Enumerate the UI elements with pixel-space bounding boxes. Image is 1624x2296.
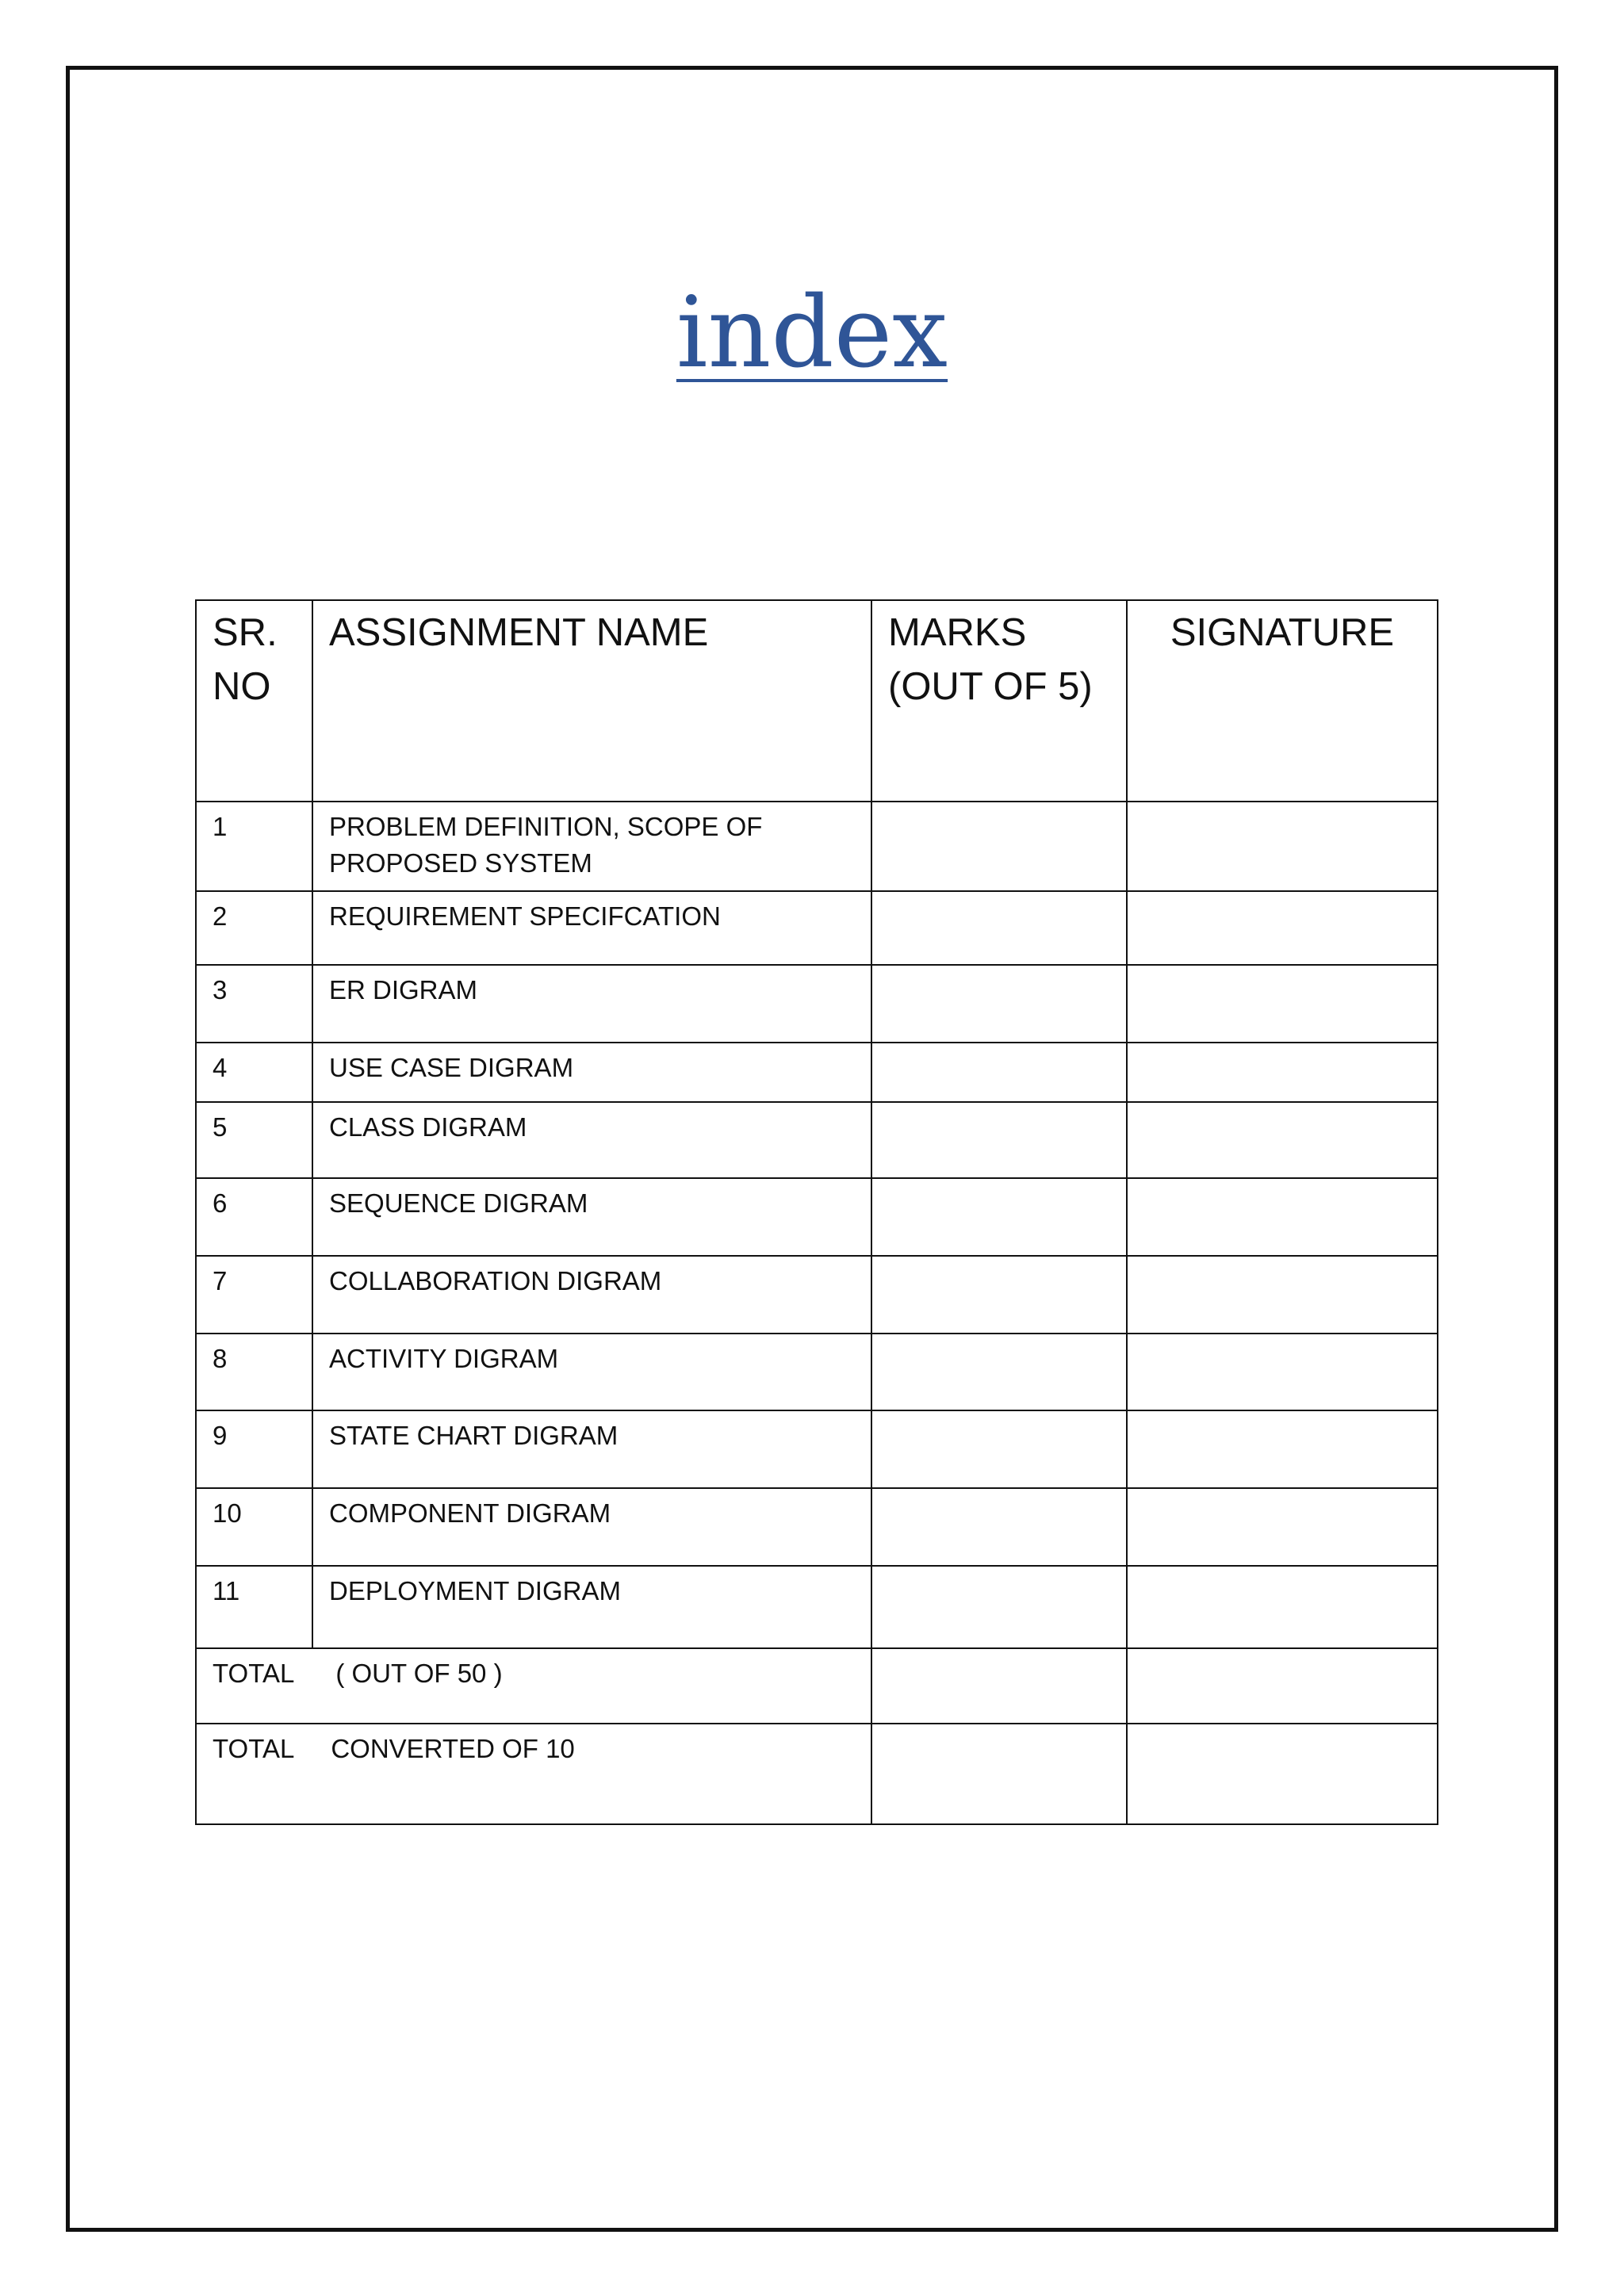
- marks-cell[interactable]: [871, 965, 1127, 1043]
- marks-cell[interactable]: [871, 1334, 1127, 1410]
- total-converted-row: [196, 1724, 1438, 1824]
- assignment-cell: REQUIREMENT SPECIFCATION: [312, 891, 871, 965]
- table-row: [196, 1334, 1438, 1410]
- table-row: [196, 891, 1438, 965]
- signature-cell[interactable]: [1127, 1043, 1438, 1102]
- header-marks: [871, 600, 1127, 802]
- signature-cell[interactable]: [1127, 1102, 1438, 1178]
- assignment-cell: CLASS DIGRAM: [312, 1102, 871, 1178]
- table-row: [196, 802, 1438, 891]
- total-signature-cell[interactable]: [1127, 1648, 1438, 1724]
- marks-cell[interactable]: [871, 1410, 1127, 1488]
- assignment-cell: ACTIVITY DIGRAM: [312, 1334, 871, 1410]
- sr-cell: 4: [196, 1043, 312, 1102]
- table-row: [196, 1566, 1438, 1648]
- marks-cell[interactable]: [871, 1043, 1127, 1102]
- assignment-cell: ER DIGRAM: [312, 965, 871, 1043]
- table-row: [196, 1102, 1438, 1178]
- header-signature: [1127, 600, 1438, 802]
- total-detail: ( OUT OF 50 ): [335, 1659, 503, 1688]
- header-sr-no-line2: NO: [213, 665, 271, 708]
- table-row: [196, 1488, 1438, 1566]
- assignment-cell: COLLABORATION DIGRAM: [312, 1256, 871, 1334]
- table-row: [196, 1410, 1438, 1488]
- marks-cell[interactable]: [871, 802, 1127, 891]
- assignment-cell: STATE CHART DIGRAM: [312, 1410, 871, 1488]
- page-title-text: index: [676, 276, 948, 390]
- header-marks-line2: (OUT OF 5): [888, 665, 1093, 708]
- assignment-cell: DEPLOYMENT DIGRAM: [312, 1566, 871, 1648]
- page-title: [0, 274, 1624, 392]
- marks-cell[interactable]: [871, 1566, 1127, 1648]
- table-row: [196, 1256, 1438, 1334]
- signature-cell[interactable]: [1127, 1256, 1438, 1334]
- marks-cell[interactable]: [871, 1256, 1127, 1334]
- table-row: [196, 1043, 1438, 1102]
- sr-cell: 9: [196, 1410, 312, 1488]
- signature-cell[interactable]: [1127, 1488, 1438, 1566]
- table-row: [196, 965, 1438, 1043]
- total-row: [196, 1648, 1438, 1724]
- header-sr-no: [196, 600, 312, 802]
- index-table: [195, 599, 1438, 1825]
- total-converted-detail: CONVERTED OF 10: [331, 1734, 575, 1763]
- table-row: [196, 1178, 1438, 1256]
- header-assignment-name-text: ASSIGNMENT NAME: [329, 611, 709, 654]
- sr-cell: 5: [196, 1102, 312, 1178]
- marks-cell[interactable]: [871, 1488, 1127, 1566]
- total-converted-label: TOTAL: [213, 1734, 295, 1763]
- assignment-cell: USE CASE DIGRAM: [312, 1043, 871, 1102]
- sr-cell: 6: [196, 1178, 312, 1256]
- total-label-cell: [196, 1648, 871, 1724]
- sr-cell: 7: [196, 1256, 312, 1334]
- header-signature-text: SIGNATURE: [1170, 611, 1395, 654]
- header-marks-line1: MARKS: [888, 611, 1027, 654]
- assignment-cell: [312, 802, 871, 891]
- signature-cell[interactable]: [1127, 802, 1438, 891]
- total-converted-signature-cell[interactable]: [1127, 1724, 1438, 1824]
- signature-cell[interactable]: [1127, 1334, 1438, 1410]
- assignment-name-line1: PROBLEM DEFINITION, SCOPE OF: [329, 812, 763, 841]
- sr-cell: 10: [196, 1488, 312, 1566]
- total-converted-marks-cell[interactable]: [871, 1724, 1127, 1824]
- total-converted-label-cell: [196, 1724, 871, 1824]
- total-label: TOTAL: [213, 1659, 295, 1688]
- assignment-name-line2: PROPOSED SYSTEM: [329, 848, 592, 878]
- sr-cell: 8: [196, 1334, 312, 1410]
- signature-cell[interactable]: [1127, 965, 1438, 1043]
- sr-cell: 3: [196, 965, 312, 1043]
- marks-cell[interactable]: [871, 1102, 1127, 1178]
- header-assignment-name: [312, 600, 871, 802]
- sr-cell: 2: [196, 891, 312, 965]
- marks-cell[interactable]: [871, 1178, 1127, 1256]
- signature-cell[interactable]: [1127, 1410, 1438, 1488]
- signature-cell[interactable]: [1127, 1566, 1438, 1648]
- assignment-cell: SEQUENCE DIGRAM: [312, 1178, 871, 1256]
- table-header-row: [196, 600, 1438, 802]
- sr-cell: 1: [196, 802, 312, 891]
- total-marks-cell[interactable]: [871, 1648, 1127, 1724]
- signature-cell[interactable]: [1127, 891, 1438, 965]
- sr-cell: 11: [196, 1566, 312, 1648]
- assignment-cell: COMPONENT DIGRAM: [312, 1488, 871, 1566]
- header-sr-no-line1: SR.: [213, 611, 278, 654]
- marks-cell[interactable]: [871, 891, 1127, 965]
- signature-cell[interactable]: [1127, 1178, 1438, 1256]
